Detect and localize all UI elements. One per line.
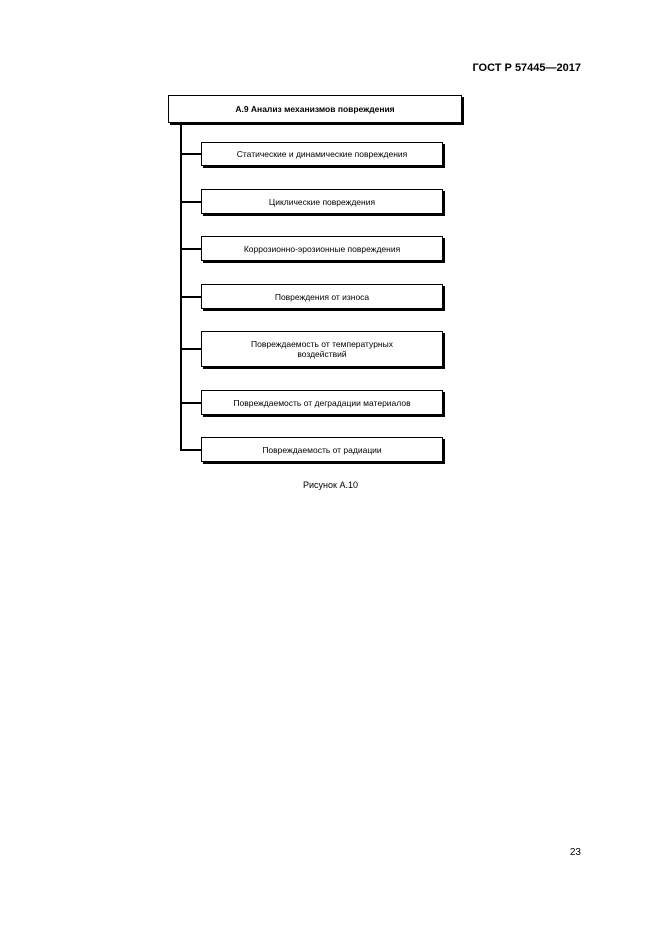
diagram-branch-line xyxy=(180,402,201,404)
diagram-child-label: Статические и динамические повреждения xyxy=(236,149,408,159)
diagram-child-label: Повреждаемость от радиации xyxy=(262,444,382,455)
diagram-root-label: А.9 Анализ механизмов повреждения xyxy=(235,104,395,114)
diagram-child-box xyxy=(201,142,443,166)
diagram-child-label: Повреждения от износа xyxy=(274,291,370,302)
diagram-branch-line xyxy=(180,449,201,451)
diagram-child-box xyxy=(201,437,443,462)
diagram-branch-line xyxy=(180,201,201,203)
figure-caption: Рисунок А.10 xyxy=(303,480,358,490)
diagram-branch-line xyxy=(180,296,201,298)
diagram-trunk-line xyxy=(180,123,182,450)
diagram-child-label: Коррозионно-эрозионные повреждения xyxy=(243,243,401,254)
diagram-root-box xyxy=(168,95,462,123)
diagram-branch-line xyxy=(180,153,201,155)
document-code: ГОСТ Р 57445—2017 xyxy=(472,62,581,74)
diagram-branch-line xyxy=(180,348,201,350)
diagram-child-box xyxy=(201,236,443,261)
diagram-child-box xyxy=(201,390,443,415)
diagram-child-box xyxy=(201,284,443,309)
diagram-child-box xyxy=(201,189,443,214)
page-number: 23 xyxy=(569,847,581,858)
diagram-child-label: Повреждаемость от деградации материалов xyxy=(233,397,411,408)
diagram-child-label: Циклические повреждения xyxy=(268,196,376,207)
diagram-child-label: Повреждаемость от температурных воздействий xyxy=(250,339,393,359)
diagram-child-box xyxy=(201,331,443,367)
diagram-branch-line xyxy=(180,248,201,250)
